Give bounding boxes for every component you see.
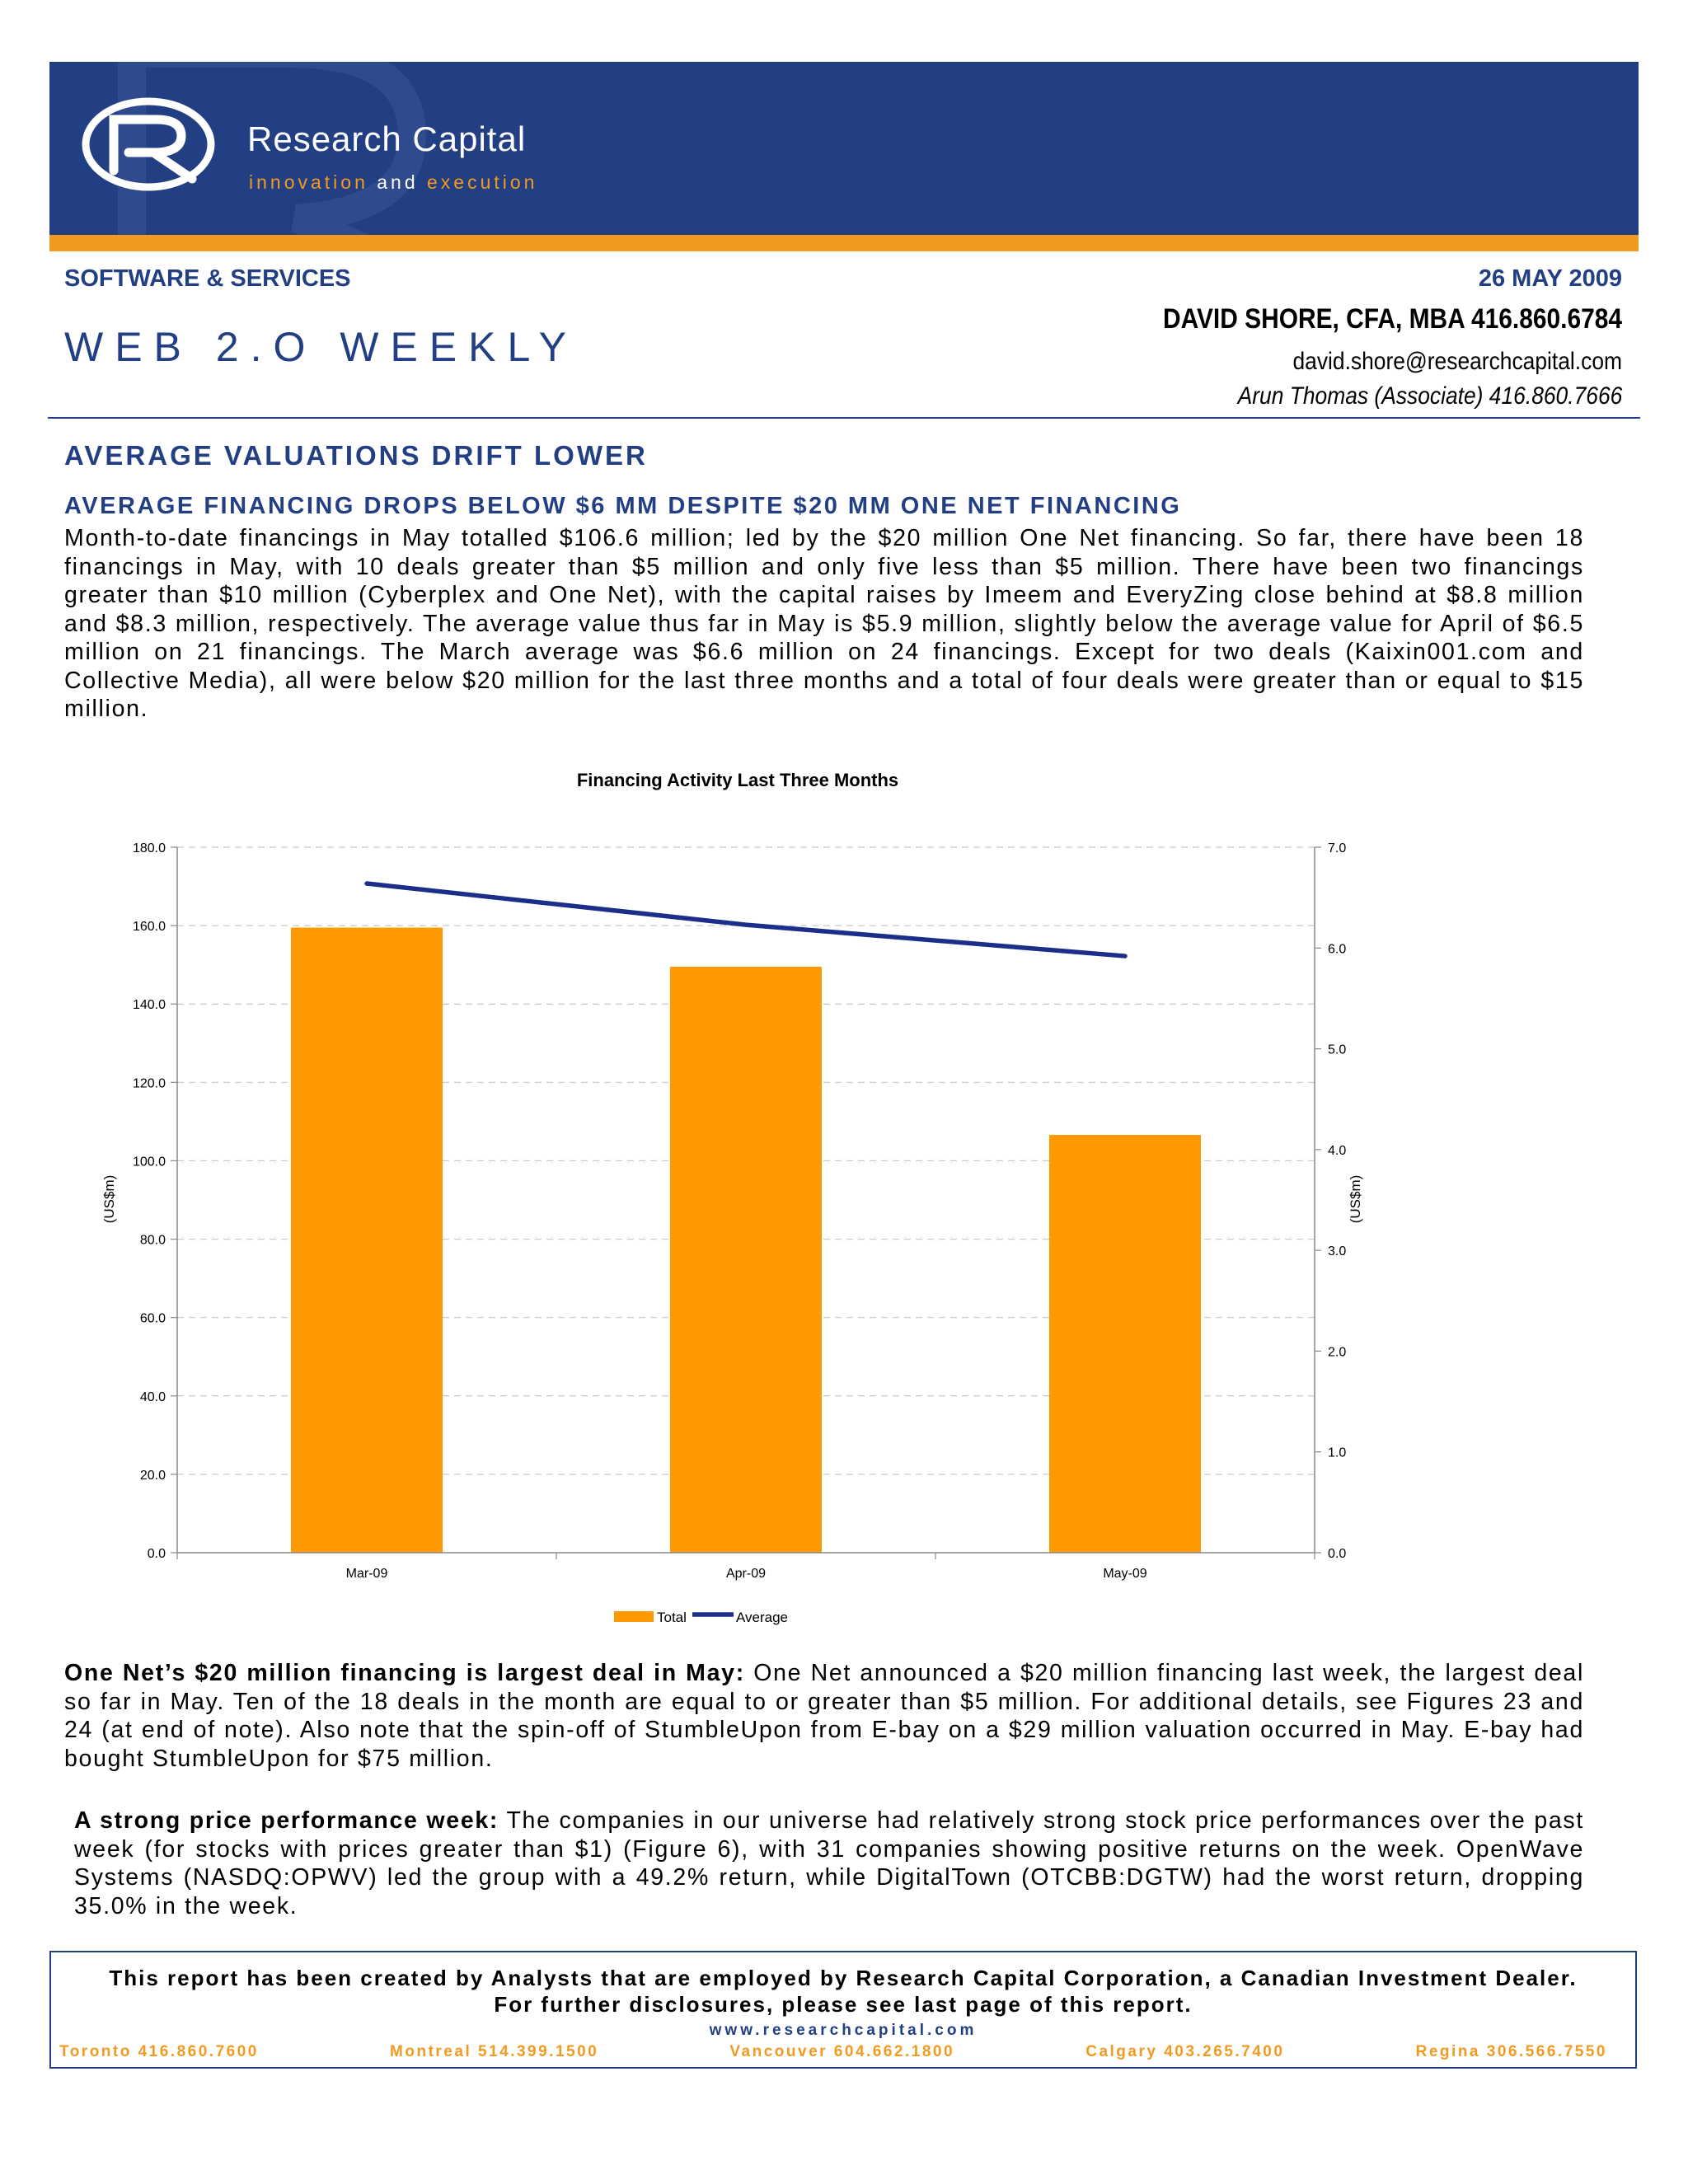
paragraph-price-performance-lead: A strong price performance week: — [74, 1807, 499, 1834]
analyst-email[interactable]: david.shore@researchcapital.com — [1292, 348, 1622, 375]
y2-tick-label: 1.0 — [1328, 1446, 1347, 1460]
sector-label: SOFTWARE & SERVICES — [64, 265, 351, 292]
y-tick-label: 100.0 — [132, 1155, 166, 1169]
y-tick-label: 180.0 — [132, 841, 166, 855]
y2-tick-label: 6.0 — [1328, 942, 1347, 957]
series-line-average — [367, 883, 1125, 956]
header-banner — [49, 62, 1639, 235]
bar-total — [291, 927, 443, 1553]
paragraph-price-performance-text: The companies in our universe had relatively strong stock price performances over the past week (for stocks with prices greater than $1) (Figure 6), with 31 companies showing positive returns on the week. OpenWave Systems (NASDQ:OPWV) led the group with a 49.2% return, while DigitalTown (OTCBB:DGTW) had the worst return, dropping 35.0% in the week. — [74, 1807, 1584, 1919]
legend-swatch-total — [614, 1611, 654, 1622]
y-tick-label: 60.0 — [139, 1311, 166, 1326]
office-montreal: Montreal 514.399.1500 — [390, 2043, 599, 2060]
tagline-part-1: innovation — [249, 171, 377, 193]
y-tick-label: 40.0 — [139, 1390, 166, 1404]
legend-label-average: Average — [736, 1610, 789, 1625]
disclosure-box — [49, 1951, 1637, 2069]
chart-title: Financing Activity Last Three Months — [576, 770, 899, 790]
associate-name: Arun Thomas (Associate) 416.860.7666 — [1237, 382, 1622, 410]
tagline-and: and — [377, 171, 419, 193]
brand-tagline — [249, 171, 537, 194]
analyst-name: DAVID SHORE, CFA, MBA 416.860.6784 — [1162, 303, 1622, 335]
y-tick-label: 160.0 — [132, 920, 166, 935]
headline: AVERAGE VALUATIONS DRIFT LOWER — [64, 440, 648, 471]
subheadline: AVERAGE FINANCING DROPS BELOW $6 MM DESPITE $20 MM ONE NET FINANCING — [64, 493, 1182, 519]
office-vancouver: Vancouver 604.662.1800 — [729, 2043, 955, 2060]
banner-accent-stripe — [49, 235, 1639, 251]
disclosure-line-1: This report has been created by Analysts that are employed by Research Capital Corporation, a Canadian Investment Dealer. — [109, 1966, 1578, 1990]
disclosure-line-2: For further disclosures, please see last page of this report. — [494, 1992, 1193, 2017]
y2-tick-label: 3.0 — [1328, 1244, 1347, 1259]
y2-tick-label: 4.0 — [1328, 1143, 1347, 1158]
x-tick-label: Mar-09 — [345, 1567, 388, 1581]
office-list — [59, 2043, 1607, 2061]
y-tick-label: 80.0 — [139, 1233, 166, 1248]
y2-tick-label: 2.0 — [1328, 1345, 1347, 1360]
legend-label-total: Total — [657, 1610, 687, 1625]
financing-activity-chart — [0, 758, 1688, 1632]
bar-total — [670, 967, 822, 1553]
y-axis-label: (US$m) — [101, 1174, 117, 1224]
y2-tick-label: 7.0 — [1328, 841, 1347, 855]
y-tick-label: 20.0 — [139, 1468, 166, 1483]
brand-name: Research Capital — [247, 120, 527, 158]
y-tick-label: 140.0 — [132, 998, 166, 1013]
y-tick-label: 120.0 — [132, 1076, 166, 1091]
office-regina: Regina 306.566.7550 — [1415, 2043, 1607, 2060]
research-capital-logo-icon — [81, 96, 221, 194]
paragraph-one-net-text: One Net announced a $20 million financing last week, the largest deal so far in May. Ten of the 18 deals in the month are equal to or greater than $5 million. For additional details, see Figures 23 and 24 (at end of note). Also note that the spin-off of StumbleUpon from E-bay on a $29 million valuation occurred in May. E-bay had bought StumbleUpon for $75 million. — [64, 1660, 1585, 1772]
y-tick-label: 0.0 — [147, 1547, 166, 1561]
y2-axis-label: (US$m) — [1348, 1174, 1363, 1224]
report-title: WEB 2.O WEEKLY — [64, 324, 578, 370]
bar-total — [1049, 1135, 1201, 1553]
x-tick-label: May-09 — [1103, 1567, 1147, 1581]
office-calgary: Calgary 403.265.7400 — [1085, 2043, 1285, 2060]
report-date: 26 MAY 2009 — [1478, 265, 1622, 292]
paragraph-one-net-lead: One Net’s $20 million financing is largest deal in May: — [64, 1660, 745, 1686]
office-toronto: Toronto 416.860.7600 — [59, 2043, 259, 2060]
website-link[interactable]: www.researchcapital.com — [709, 2022, 978, 2039]
paragraph-one-net — [64, 1659, 1584, 1773]
y2-tick-label: 0.0 — [1328, 1547, 1347, 1561]
paragraph-financings: Month-to-date financings in May totalled $106.6 million; led by the $20 million One Net financing. So far, there have been 18 financings in May, with 10 deals greater than $5 million and only five less than $5 million. There have been two financings greater than $10 million (Cyberplex and One Net), with the capital raises by Imeem and EveryZing close behind at $8.8 million and $8.3 million, respectively. The average value thus far in May is $5.9 million, slightly below the average value for April of $6.5 million on 21 financings. The March average was $6.6 million on 24 financings. Except for two deals (Kaixin001.com and Collective Media), all were below $20 million for the last three months and a total of four deals were greater than or equal to $15 million. — [64, 525, 1584, 722]
x-tick-label: Apr-09 — [725, 1567, 767, 1581]
paragraph-price-performance — [74, 1807, 1584, 1920]
header-divider — [48, 417, 1640, 419]
tagline-part-2: execution — [418, 171, 538, 193]
y2-tick-label: 5.0 — [1328, 1043, 1347, 1057]
